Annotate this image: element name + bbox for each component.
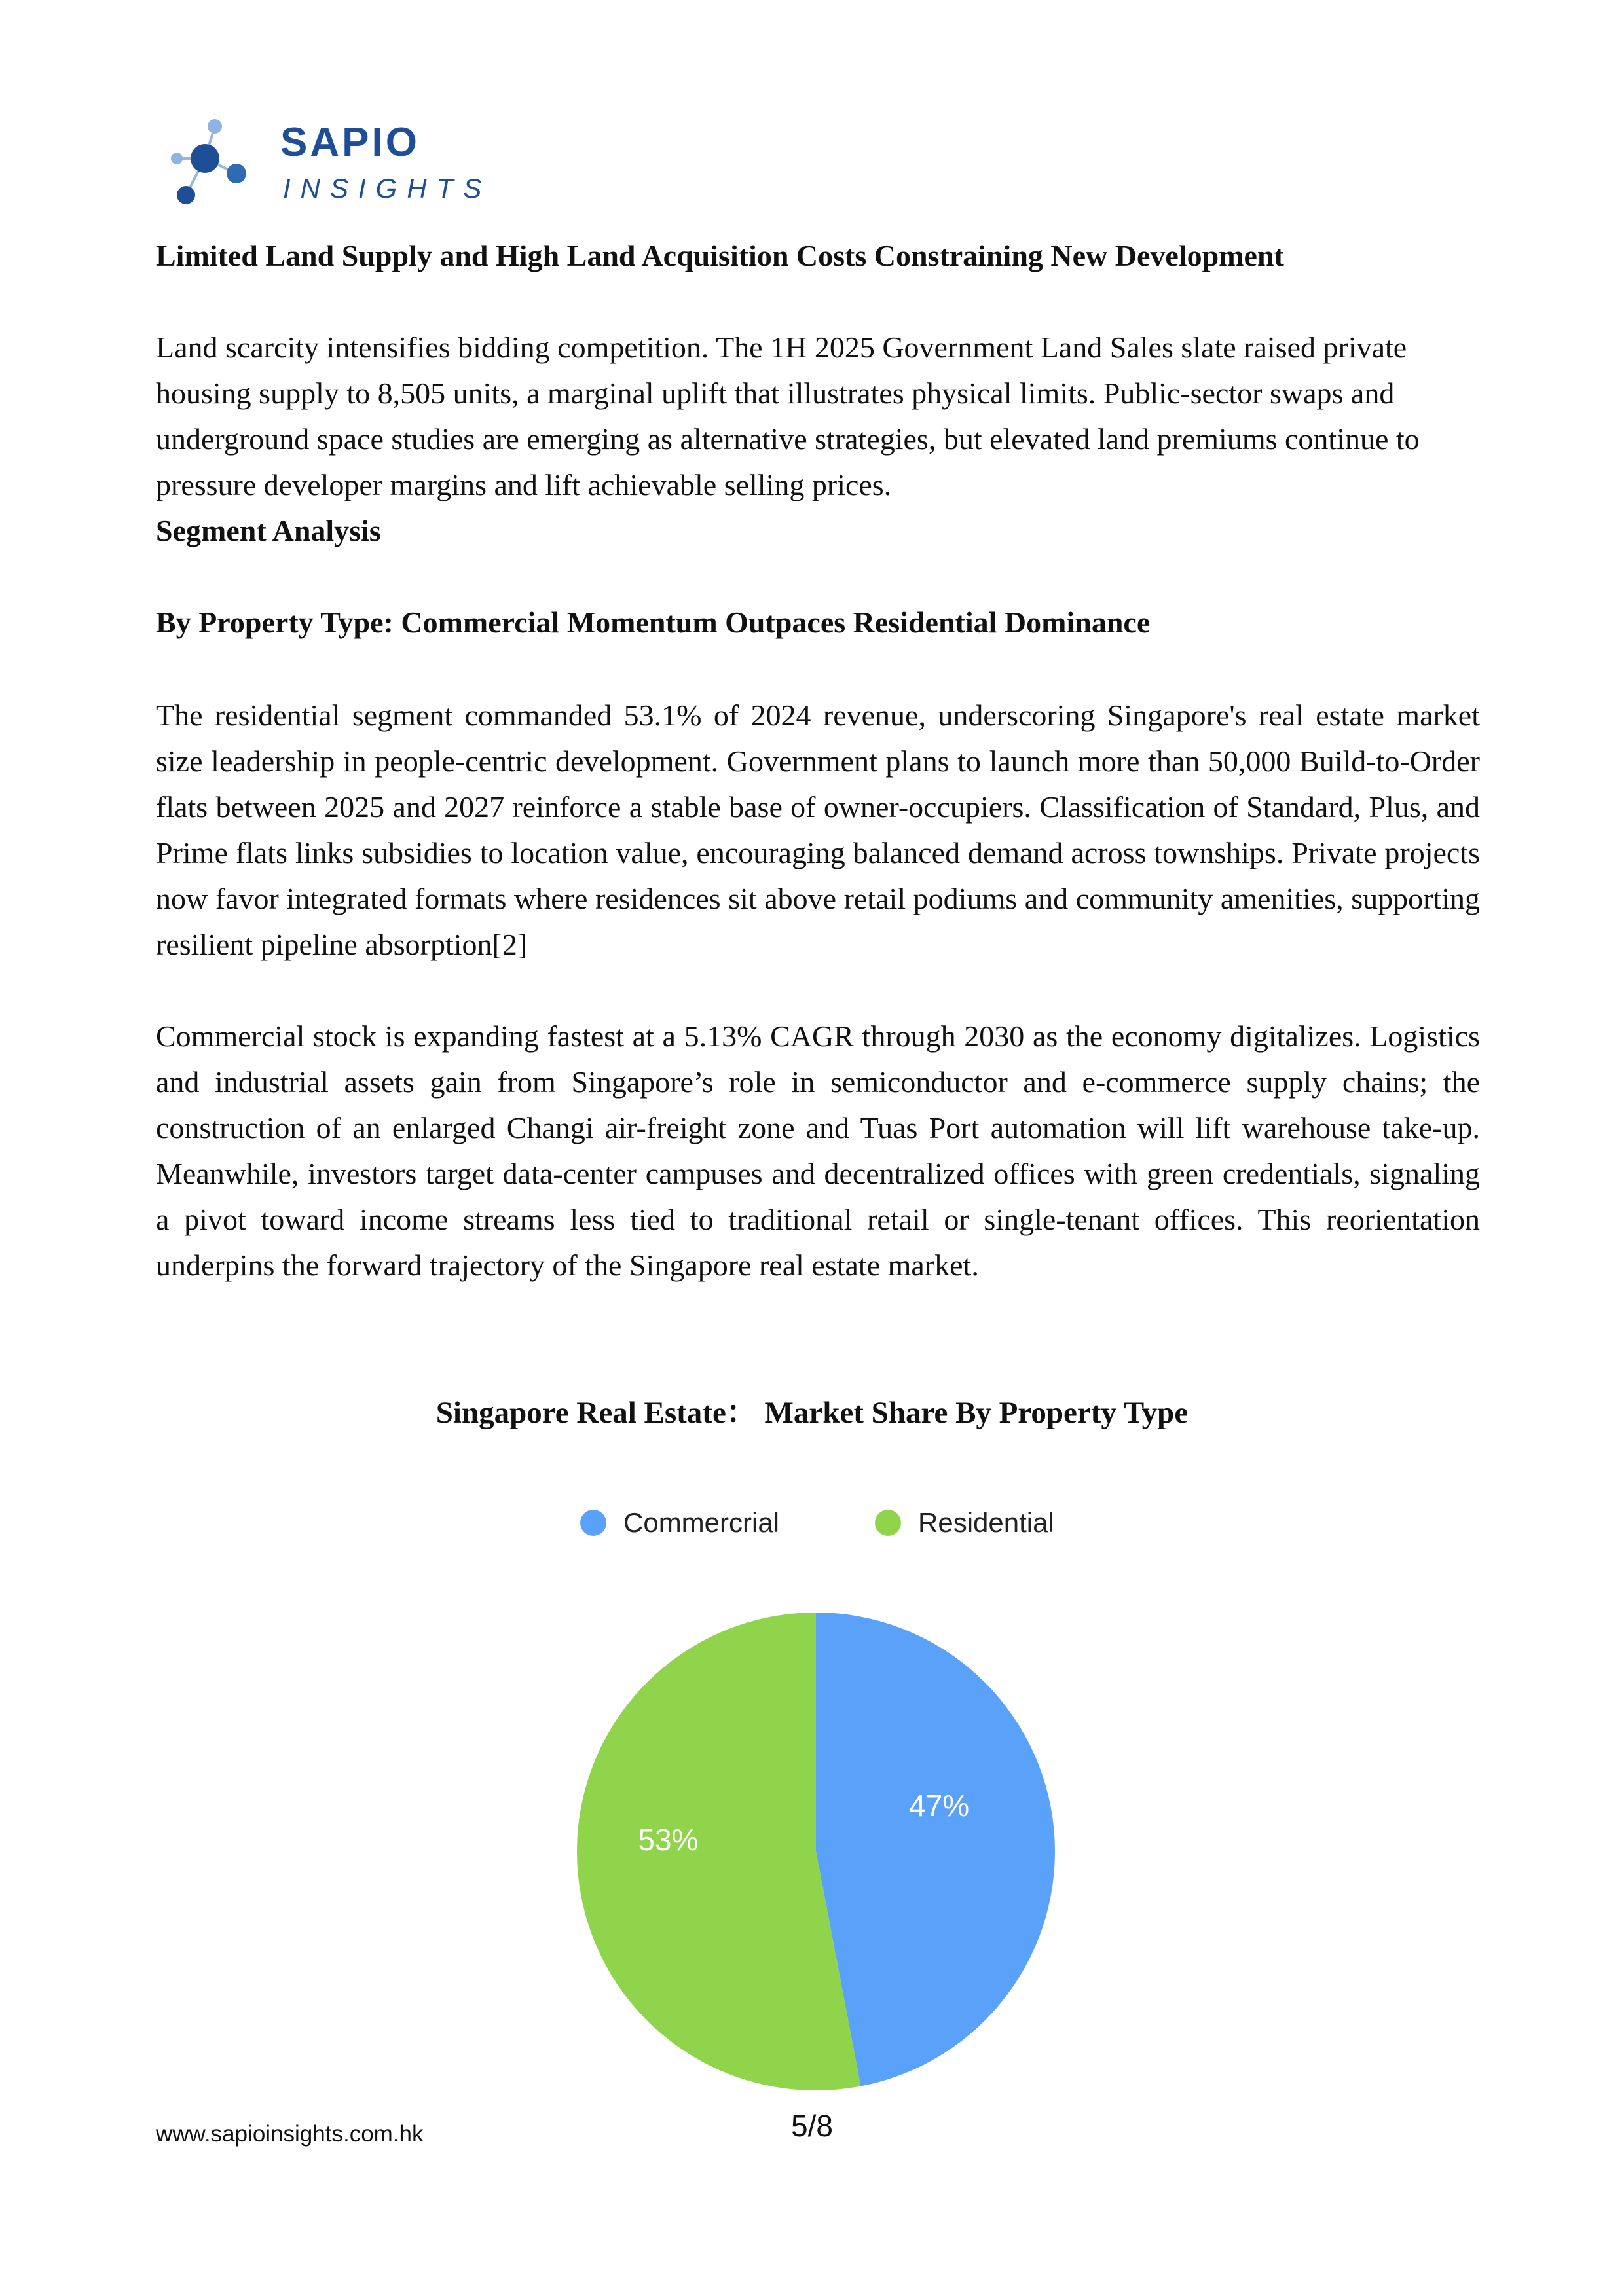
logo-text-insights: INSIGHTS (283, 173, 492, 204)
section-heading-property-type: By Property Type: Commercial Momentum Outpaces Residential Dominance (156, 606, 1151, 639)
pie-label-commercrial: 47% (909, 1789, 970, 1823)
paragraph-land-scarcity: Land scarcity intensifies bidding competition. The 1H 2025 Government Land Sales slate raised private housing supply to 8,505 units, a marginal uplift that illustrates physical limits. Public-sector swaps and underground space studies are emerging as alternative strategies, but elevated land premiums continue to pressure developer margins and lift achievable selling prices. (156, 331, 1420, 501)
pie-label-residential: 53% (638, 1822, 699, 1857)
chart-title: Singapore Real Estate： Market Share By Property Type (435, 1396, 1189, 1430)
footer-url: www.sapioinsights.com.hk (156, 2121, 424, 2147)
legend-label-commercial: Commercrial (623, 1507, 780, 1538)
section-heading-land-supply: Limited Land Supply and High Land Acquisition Costs Constraining New Development (156, 239, 1284, 272)
paragraph-residential-segment: The residential segment commanded 53.1% of 2024 revenue, underscoring Singapore's real estate market size leadership in people-centric development. Government plans to launch more than 50,000 Build-to-Order flats between 2025 and 2027 reinforce a stable base of owner-occupiers. Classification of Standard, Plus, and Prime flats links subsidies to location value, encouraging balanced demand across townships. Private projects now favor integrated formats where residences sit above retail podiums and community amenities, supporting resilient pipeline absorption[2] (156, 699, 1480, 961)
paragraph-commercial-segment: Commercial stock is expanding fastest at a 5.13% CAGR through 2030 as the economy digitalizes. Logistics and industrial assets gain from Singapore’s role in semiconductor and e-commerce supply chains; the construction of an enlarged Changi air-freight zone and Tuas Port automation will lift warehouse take-up. Meanwhile, investors target data-center campuses and decentralized offices with green credentials, signaling a pivot toward income streams less tied to traditional retail or single-tenant offices. This reorientation underpins the forward trajectory of the Singapore real estate market. (156, 1019, 1480, 1282)
legend-label-residential: Residential (918, 1507, 1054, 1538)
page-number: 5/8 (791, 2109, 833, 2143)
logo-text-sapio: SAPIO (280, 120, 420, 165)
pie-slice-commercrial (816, 1613, 1055, 2086)
segment-analysis-heading: Segment Analysis (156, 514, 381, 547)
